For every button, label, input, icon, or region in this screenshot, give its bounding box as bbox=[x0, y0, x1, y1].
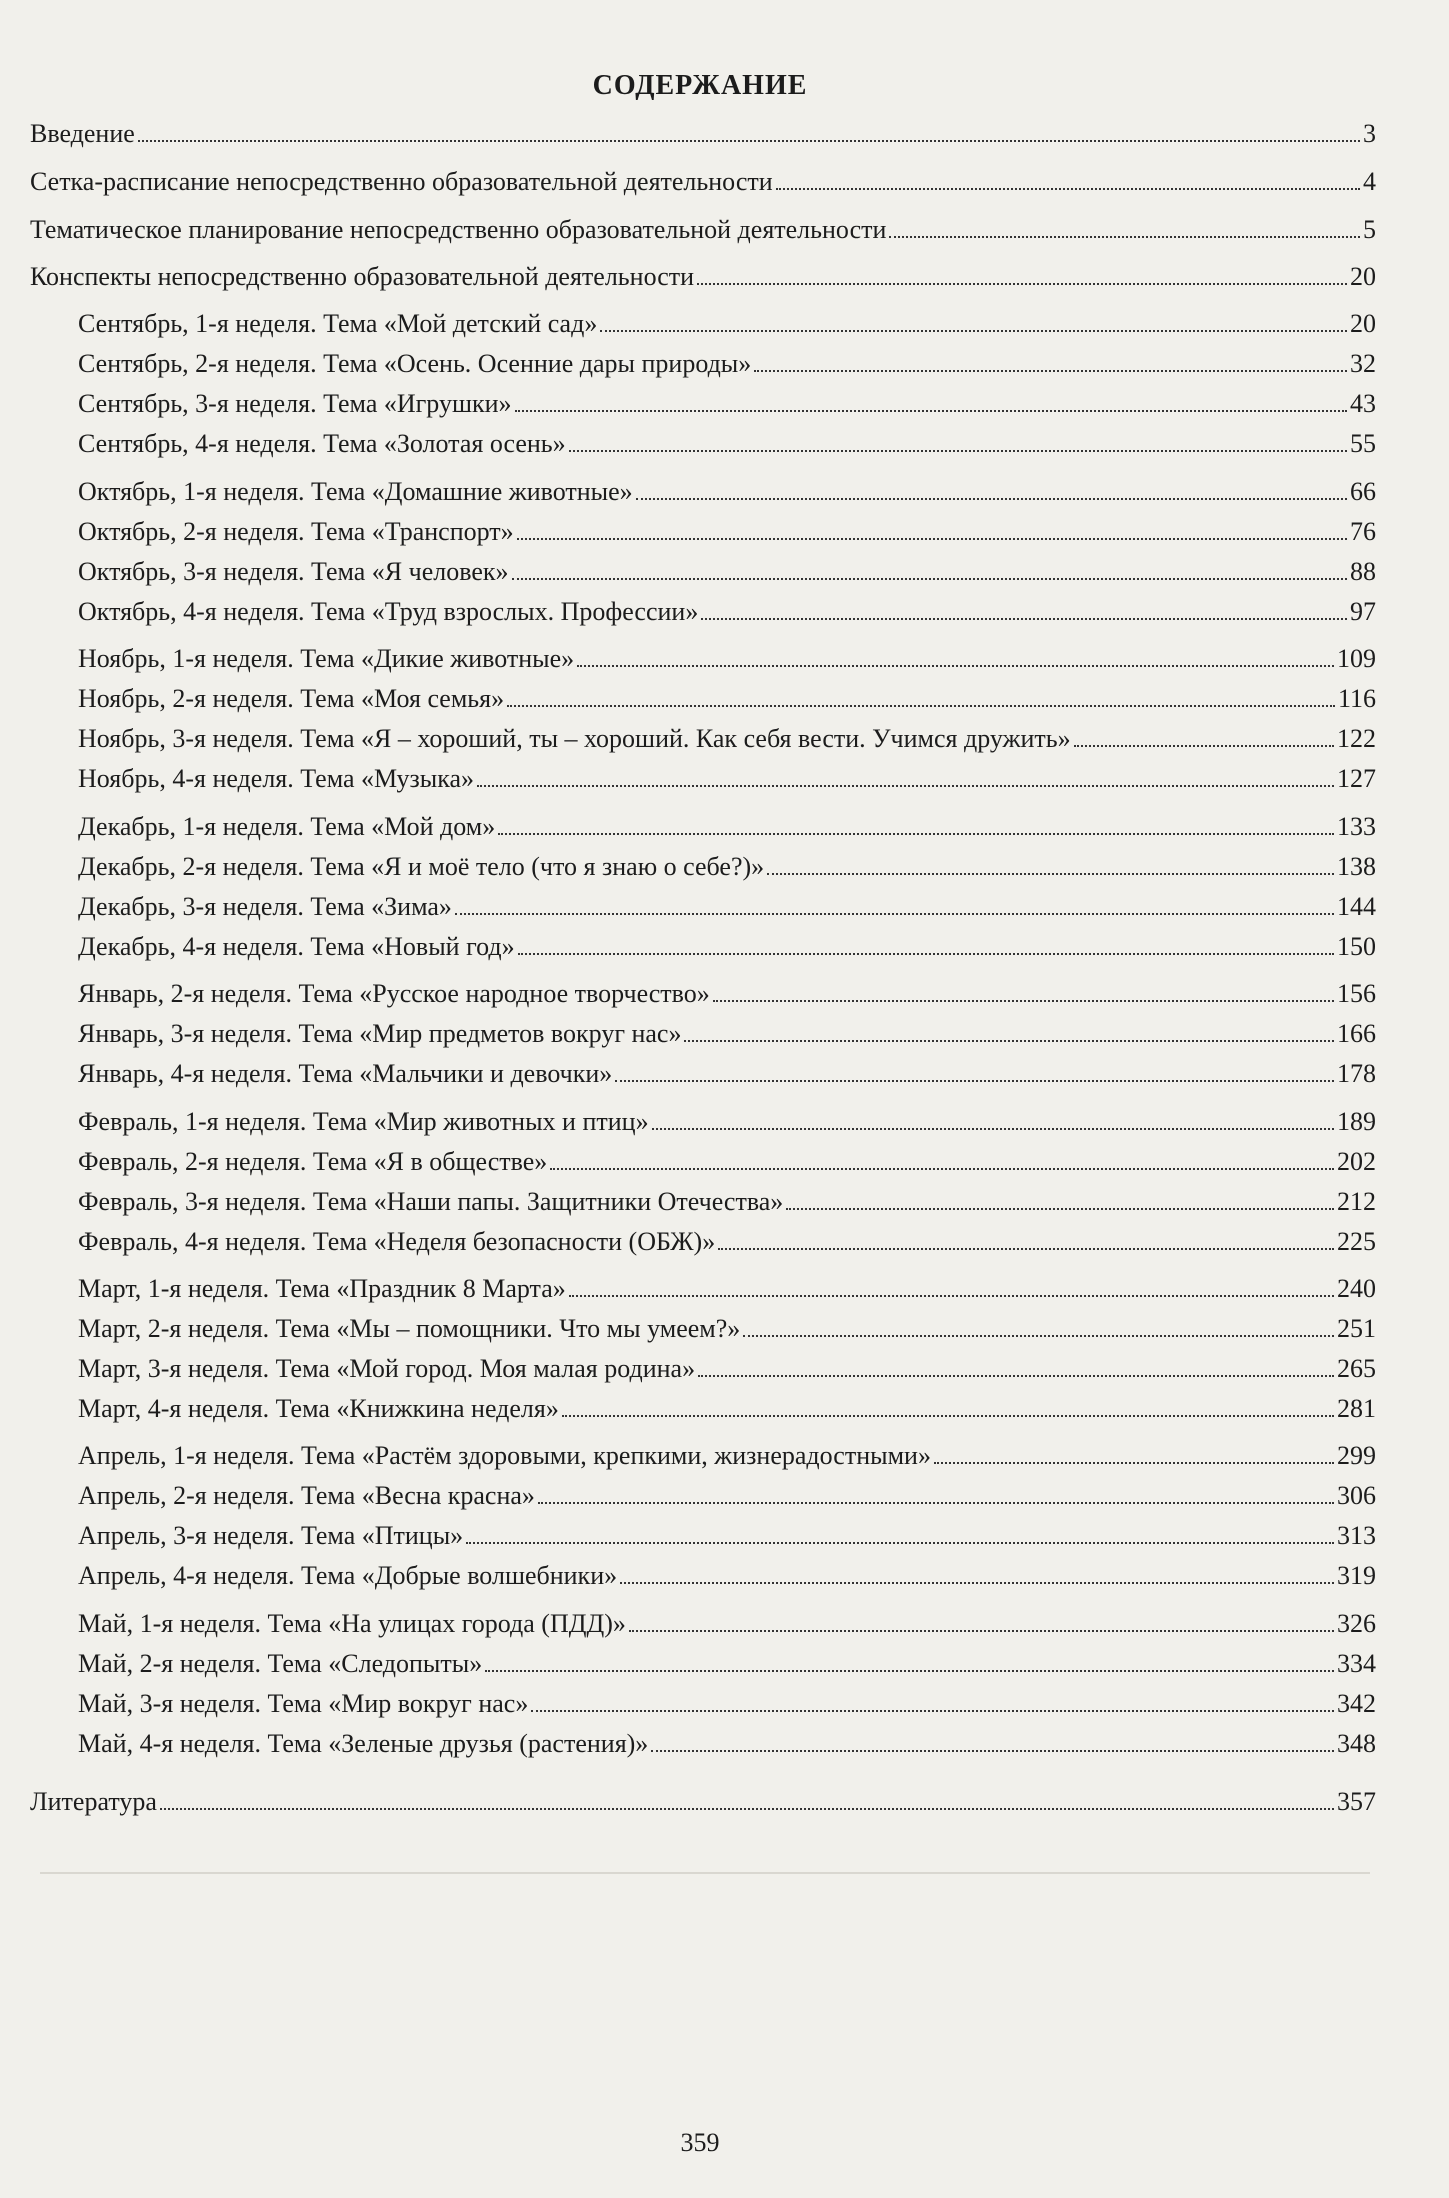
toc-week-entry bbox=[78, 1440, 1376, 1472]
dot-leader bbox=[701, 617, 1347, 620]
toc-entry-page: 334 bbox=[1337, 1649, 1376, 1678]
toc-entry-label: Введение bbox=[30, 119, 135, 148]
dot-leader bbox=[498, 832, 1334, 835]
toc-entry-label: Февраль, 4-я неделя. Тема «Неделя безопасности (ОБЖ)» bbox=[78, 1227, 716, 1256]
toc-entry-page: 138 bbox=[1337, 852, 1376, 881]
toc-week-entry bbox=[78, 1186, 1376, 1218]
toc-entry-label: Апрель, 2-я неделя. Тема «Весна красна» bbox=[78, 1481, 535, 1510]
toc-entry-label: Декабрь, 3-я неделя. Тема «Зима» bbox=[78, 892, 452, 921]
toc-entry-label: Май, 4-я неделя. Тема «Зеленые друзья (растения)» bbox=[78, 1729, 649, 1758]
toc-entry-label: Май, 2-я неделя. Тема «Следопыты» bbox=[78, 1649, 483, 1678]
toc-week-entry bbox=[78, 1313, 1376, 1345]
toc-entry-label: Ноябрь, 3-я неделя. Тема «Я – хороший, ты – хороший. Как себя вести. Учимся дружить» bbox=[78, 724, 1071, 753]
dot-leader bbox=[577, 664, 1334, 667]
toc-week-entry bbox=[78, 931, 1376, 963]
toc-section-entry bbox=[30, 118, 1376, 150]
toc-entry-page: 306 bbox=[1337, 1481, 1376, 1510]
toc-entry-label: Март, 2-я неделя. Тема «Мы – помощники. Что мы умеем?» bbox=[78, 1314, 741, 1343]
toc-week-entry bbox=[78, 1688, 1376, 1720]
dot-leader bbox=[651, 1749, 1334, 1752]
toc-entry-page: 5 bbox=[1363, 215, 1376, 244]
toc-title: СОДЕРЖАНИЕ bbox=[592, 70, 808, 101]
toc-entry-label: Октябрь, 3-я неделя. Тема «Я человек» bbox=[78, 557, 509, 586]
toc-entry-page: 299 bbox=[1337, 1441, 1376, 1470]
toc-entry-page: 20 bbox=[1350, 262, 1376, 291]
toc-entry-page: 281 bbox=[1337, 1394, 1376, 1423]
toc-week-entry bbox=[78, 1648, 1376, 1680]
dot-leader bbox=[455, 912, 1334, 915]
toc-entry-label: Январь, 3-я неделя. Тема «Мир предметов вокруг нас» bbox=[78, 1019, 682, 1048]
toc-entry-page: 3 bbox=[1363, 119, 1376, 148]
dot-leader bbox=[684, 1039, 1334, 1042]
dot-leader bbox=[713, 999, 1334, 1002]
dot-leader bbox=[485, 1669, 1334, 1672]
toc-entry-page: 122 bbox=[1337, 724, 1376, 753]
toc-entry-label: Сетка-расписание непосредственно образовательной деятельности bbox=[30, 167, 773, 196]
toc-entry-page: 55 bbox=[1350, 429, 1376, 458]
toc-entry-label: Апрель, 4-я неделя. Тема «Добрые волшебники» bbox=[78, 1561, 618, 1590]
toc-entry-page: 109 bbox=[1337, 644, 1376, 673]
toc-entry-page: 116 bbox=[1337, 684, 1376, 713]
toc-entry-label: Февраль, 1-я неделя. Тема «Мир животных и птиц» bbox=[78, 1107, 649, 1136]
dot-leader bbox=[550, 1167, 1334, 1170]
toc-entry-label: Февраль, 2-я неделя. Тема «Я в обществе» bbox=[78, 1147, 548, 1176]
toc-entry-label: Апрель, 1-я неделя. Тема «Растём здоровыми, крепкими, жизнерадостными» bbox=[78, 1441, 931, 1470]
toc-entry-page: 225 bbox=[1337, 1227, 1376, 1256]
toc-entry-page: 32 bbox=[1350, 349, 1376, 378]
dot-leader bbox=[517, 537, 1347, 540]
toc-entry-page: 348 bbox=[1337, 1729, 1376, 1758]
toc-entry-label: Ноябрь, 2-я неделя. Тема «Моя семья» bbox=[78, 684, 505, 713]
toc-week-entry bbox=[78, 891, 1376, 923]
toc-week-entry bbox=[78, 1353, 1376, 1385]
toc-entry-page: 166 bbox=[1337, 1019, 1376, 1048]
toc-entry-page: 43 bbox=[1350, 389, 1376, 418]
toc-week-entry bbox=[78, 1058, 1376, 1090]
toc-entry-page: 144 bbox=[1337, 892, 1376, 921]
dot-leader bbox=[718, 1247, 1334, 1250]
toc-entry-page: 127 bbox=[1337, 764, 1376, 793]
dot-leader bbox=[515, 409, 1347, 412]
toc-entry-page: 133 bbox=[1337, 812, 1376, 841]
toc-week-entry bbox=[78, 348, 1376, 380]
dot-leader bbox=[569, 449, 1347, 452]
toc-week-entry bbox=[78, 1146, 1376, 1178]
toc-entry-page: 4 bbox=[1363, 167, 1376, 196]
toc-week-entry bbox=[78, 723, 1376, 755]
dot-leader bbox=[138, 139, 1360, 142]
toc-week-entry bbox=[78, 516, 1376, 548]
dot-leader bbox=[160, 1807, 1334, 1810]
dot-leader bbox=[934, 1461, 1334, 1464]
page-number: 359 bbox=[680, 2128, 720, 2157]
toc-section-entry bbox=[30, 261, 1376, 293]
toc-entry-page: 178 bbox=[1337, 1059, 1376, 1088]
toc-week-entry bbox=[78, 1480, 1376, 1512]
toc-week-entry bbox=[78, 428, 1376, 460]
dot-leader bbox=[776, 187, 1360, 190]
toc-week-entry bbox=[78, 1273, 1376, 1305]
toc-week-entry bbox=[78, 683, 1376, 715]
dot-leader bbox=[636, 497, 1347, 500]
toc-section-entry bbox=[30, 166, 1376, 198]
toc-entry-label: Ноябрь, 1-я неделя. Тема «Дикие животные» bbox=[78, 644, 575, 673]
dot-leader bbox=[512, 577, 1347, 580]
toc-entry-label: Март, 3-я неделя. Тема «Мой город. Моя малая родина» bbox=[78, 1354, 696, 1383]
dot-leader bbox=[562, 1414, 1334, 1417]
toc-week-entry bbox=[78, 1520, 1376, 1552]
toc-week-entry bbox=[78, 476, 1376, 508]
toc-entry-label: Февраль, 3-я неделя. Тема «Наши папы. Защитники Отечества» bbox=[78, 1187, 784, 1216]
dot-leader bbox=[754, 369, 1347, 372]
toc-week-entry bbox=[78, 596, 1376, 628]
toc-week-entry bbox=[78, 851, 1376, 883]
toc-entry-page: 189 bbox=[1337, 1107, 1376, 1136]
toc-entry-label: Март, 4-я неделя. Тема «Книжкина неделя» bbox=[78, 1394, 559, 1423]
toc-week-entry bbox=[78, 811, 1376, 843]
toc-entry-label: Январь, 4-я неделя. Тема «Мальчики и девочки» bbox=[78, 1059, 613, 1088]
toc-entry-page: 66 bbox=[1350, 477, 1376, 506]
dot-leader bbox=[698, 1374, 1334, 1377]
toc-section-entry bbox=[30, 1786, 1376, 1818]
toc-entry-label: Литература bbox=[30, 1787, 157, 1816]
dot-leader bbox=[697, 282, 1347, 285]
toc-entry-page: 240 bbox=[1337, 1274, 1376, 1303]
toc-entry-page: 202 bbox=[1337, 1147, 1376, 1176]
toc-entry-page: 88 bbox=[1350, 557, 1376, 586]
toc-entry-label: Сентябрь, 3-я неделя. Тема «Игрушки» bbox=[78, 389, 512, 418]
dot-leader bbox=[889, 235, 1360, 238]
toc-entry-page: 313 bbox=[1337, 1521, 1376, 1550]
toc-entry-label: Май, 1-я неделя. Тема «На улицах города (ПДД)» bbox=[78, 1609, 626, 1638]
toc-entry-label: Май, 3-я неделя. Тема «Мир вокруг нас» bbox=[78, 1689, 529, 1718]
dot-leader bbox=[620, 1581, 1334, 1584]
toc-entry-label: Март, 1-я неделя. Тема «Праздник 8 Марта» bbox=[78, 1274, 566, 1303]
toc-week-entry bbox=[78, 763, 1376, 795]
toc-entry-label: Декабрь, 2-я неделя. Тема «Я и моё тело (что я знаю о себе?)» bbox=[78, 852, 765, 881]
toc-entry-label: Октябрь, 2-я неделя. Тема «Транспорт» bbox=[78, 517, 514, 546]
dot-leader bbox=[477, 784, 1334, 787]
dot-leader bbox=[615, 1079, 1334, 1082]
dot-leader bbox=[600, 329, 1347, 332]
toc-entry-page: 326 bbox=[1337, 1609, 1376, 1638]
toc-entry-label: Октябрь, 4-я неделя. Тема «Труд взрослых. Профессии» bbox=[78, 597, 699, 626]
toc-entry-label: Январь, 2-я неделя. Тема «Русское народное творчество» bbox=[78, 979, 710, 1008]
toc-entry-label: Сентябрь, 1-я неделя. Тема «Мой детский сад» bbox=[78, 309, 598, 338]
dot-leader bbox=[786, 1207, 1334, 1210]
toc-entry-label: Декабрь, 4-я неделя. Тема «Новый год» bbox=[78, 932, 515, 961]
dot-leader bbox=[518, 952, 1334, 955]
dot-leader bbox=[629, 1629, 1334, 1632]
dot-leader bbox=[531, 1709, 1334, 1712]
dot-leader bbox=[767, 872, 1334, 875]
bleed-through-rule bbox=[40, 1872, 1370, 1874]
toc-entry-label: Тематическое планирование непосредственно образовательной деятельности bbox=[30, 215, 887, 244]
toc-entry-label: Сентябрь, 2-я неделя. Тема «Осень. Осенние дары природы» bbox=[78, 349, 752, 378]
toc-entry-page: 20 bbox=[1350, 309, 1376, 338]
toc-week-entry bbox=[78, 1106, 1376, 1138]
toc-entry-label: Конспекты непосредственно образовательной деятельности bbox=[30, 262, 695, 291]
toc-week-entry bbox=[78, 643, 1376, 675]
toc-entry-page: 76 bbox=[1350, 517, 1376, 546]
toc-entry-page: 156 bbox=[1337, 979, 1376, 1008]
toc-week-entry bbox=[78, 556, 1376, 588]
toc-entry-label: Декабрь, 1-я неделя. Тема «Мой дом» bbox=[78, 812, 496, 841]
dot-leader bbox=[652, 1127, 1334, 1130]
toc-entry-label: Апрель, 3-я неделя. Тема «Птицы» bbox=[78, 1521, 464, 1550]
toc-entry-page: 342 bbox=[1337, 1689, 1376, 1718]
dot-leader bbox=[466, 1541, 1334, 1544]
toc-entry-label: Ноябрь, 4-я неделя. Тема «Музыка» bbox=[78, 764, 474, 793]
toc-week-entry bbox=[78, 1560, 1376, 1592]
toc-week-entry bbox=[78, 388, 1376, 420]
toc-week-entry bbox=[78, 1728, 1376, 1760]
toc-week-entry bbox=[78, 1018, 1376, 1050]
dot-leader bbox=[507, 704, 1335, 707]
toc-entry-page: 265 bbox=[1337, 1354, 1376, 1383]
toc-entry-page: 251 bbox=[1337, 1314, 1376, 1343]
dot-leader bbox=[538, 1501, 1334, 1504]
toc-week-entry bbox=[78, 978, 1376, 1010]
toc-week-entry bbox=[78, 1393, 1376, 1425]
toc-entry-label: Октябрь, 1-я неделя. Тема «Домашние животные» bbox=[78, 477, 633, 506]
dot-leader bbox=[569, 1294, 1334, 1297]
toc-week-entry bbox=[78, 308, 1376, 340]
toc-entry-page: 212 bbox=[1337, 1187, 1376, 1216]
toc-entry-page: 357 bbox=[1337, 1787, 1376, 1816]
toc-entry-page: 319 bbox=[1337, 1561, 1376, 1590]
toc-section-entry bbox=[30, 214, 1376, 246]
toc-entry-page: 150 bbox=[1337, 932, 1376, 961]
toc-entry-label: Сентябрь, 4-я неделя. Тема «Золотая осень» bbox=[78, 429, 566, 458]
dot-leader bbox=[1074, 744, 1334, 747]
toc-entry-page: 97 bbox=[1350, 597, 1376, 626]
toc-week-entry bbox=[78, 1608, 1376, 1640]
toc-week-entry bbox=[78, 1226, 1376, 1258]
dot-leader bbox=[743, 1334, 1334, 1337]
